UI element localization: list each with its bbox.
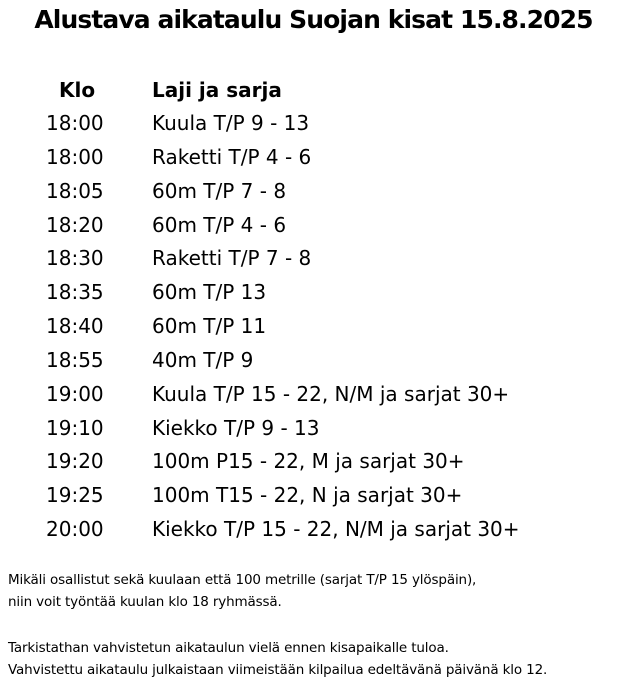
note-shot-put-line-2: niin voit työntää kuulan klo 18 ryhmässä. [8,594,282,610]
column-header-time: Klo [59,78,96,102]
row-time: 19:00 [46,381,104,406]
row-event: Kiekko T/P 15 - 22, N/M ja sarjat 30+ [152,517,520,542]
row-event: 60m T/P 11 [152,314,267,339]
table-row [0,310,627,344]
row-event: 100m P15 - 22, M ja sarjat 30+ [152,449,465,474]
row-time: 19:25 [46,483,104,508]
note-confirm-line-1: Tarkistathan vahvistetun aikataulun vielä ennen kisapaikalle tuloa. [8,640,449,656]
row-event: Raketti T/P 4 - 6 [152,144,312,169]
table-row [0,242,627,276]
row-time: 18:05 [46,178,104,203]
table-row [0,276,627,310]
row-event: Kiekko T/P 9 - 13 [152,415,320,440]
row-event: 60m T/P 7 - 8 [152,178,287,203]
row-event: 60m T/P 13 [152,280,267,305]
row-time: 18:20 [46,212,104,237]
row-event: Kuula T/P 9 - 13 [152,111,310,135]
table-row [0,445,627,479]
schedule-table [0,107,627,547]
table-row [0,412,627,446]
row-time: 18:30 [46,246,104,271]
row-time: 19:10 [46,415,104,440]
row-time: 18:35 [46,280,104,305]
row-time: 18:00 [46,144,104,169]
table-row [0,378,627,412]
row-event: 60m T/P 4 - 6 [152,212,287,237]
row-time: 18:40 [46,314,104,339]
table-row [0,344,627,378]
note-shot-put-line-1: Mikäli osallistut sekä kuulaan että 100 metrille (sarjat T/P 15 ylöspäin), [8,572,477,588]
table-row [0,209,627,243]
column-header-event: Laji ja sarja [152,78,282,102]
row-event: 100m T15 - 22, N ja sarjat 30+ [152,483,463,508]
row-time: 19:20 [46,449,104,474]
table-row [0,141,627,175]
page-title: Alustava aikataulu Suojan kisat 15.8.2025 [34,5,593,34]
row-event: Raketti T/P 7 - 8 [152,246,312,271]
table-row [0,513,627,547]
table-row [0,479,627,513]
row-time: 18:00 [46,111,104,135]
row-event: Kuula T/P 15 - 22, N/M ja sarjat 30+ [152,381,510,406]
row-event: 40m T/P 9 [152,347,254,372]
row-time: 18:55 [46,347,104,372]
row-time: 20:00 [46,517,104,542]
table-row [0,175,627,209]
note-confirm-line-2: Vahvistettu aikataulu julkaistaan viimeistään kilpailua edeltävänä päivänä klo 12. [8,662,548,678]
table-row [0,107,627,141]
